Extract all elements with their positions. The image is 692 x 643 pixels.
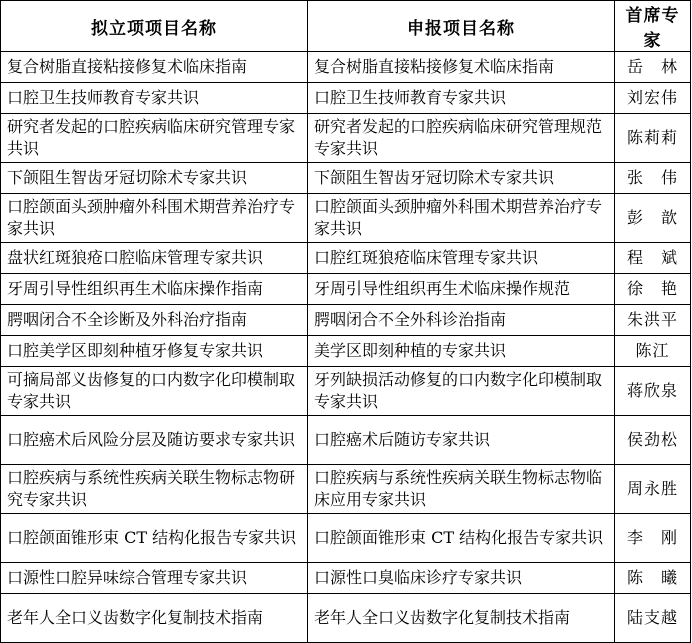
chief-expert-cell: 陈莉莉 (615, 114, 691, 163)
submitted-name-cell: 口腔卫生技师教育专家共识 (308, 83, 615, 114)
table-row (1, 114, 691, 163)
table-row (1, 83, 691, 114)
proposed-name-cell: 可摘局部义齿修复的口内数字化印模制取专家共识 (1, 367, 308, 416)
table-row (1, 163, 691, 194)
chief-expert-cell: 陈 曦 (615, 563, 691, 594)
submitted-name-cell: 腭咽闭合不全外科诊治指南 (308, 305, 615, 336)
chief-expert-cell: 周永胜 (615, 465, 691, 514)
chief-expert-cell: 刘宏伟 (615, 83, 691, 114)
submitted-name-cell: 下颌阻生智齿牙冠切除术专家共识 (308, 163, 615, 194)
chief-expert-cell: 朱洪平 (615, 305, 691, 336)
proposed-name-cell: 口腔卫生技师教育专家共识 (1, 83, 308, 114)
table-row (1, 243, 691, 274)
proposed-name-cell: 腭咽闭合不全诊断及外科治疗指南 (1, 305, 308, 336)
proposed-name-cell: 牙周引导性组织再生术临床操作指南 (1, 274, 308, 305)
submitted-name-cell: 口腔颌面头颈肿瘤外科围术期营养治疗专家共识 (308, 194, 615, 243)
header-submitted-name: 申报项目名称 (308, 1, 615, 52)
chief-expert-cell: 陈江 (615, 336, 691, 367)
submitted-name-cell: 口腔颌面锥形束 CT 结构化报告专家共识 (308, 514, 615, 563)
submitted-name-cell: 牙周引导性组织再生术临床操作规范 (308, 274, 615, 305)
submitted-name-cell: 老年人全口义齿数字化复制技术指南 (308, 594, 615, 643)
header-chief-expert: 首席专家 (615, 1, 691, 52)
table-row (1, 514, 691, 563)
submitted-name-cell: 美学区即刻种植的专家共识 (308, 336, 615, 367)
proposed-name-cell: 口腔癌术后风险分层及随访要求专家共识 (1, 416, 308, 465)
table-row (1, 194, 691, 243)
submitted-name-cell: 口腔红斑狼疮临床管理专家共识 (308, 243, 615, 274)
proposed-name-cell: 老年人全口义齿数字化复制技术指南 (1, 594, 308, 643)
table-row (1, 594, 691, 643)
proposed-name-cell: 盘状红斑狼疮口腔临床管理专家共识 (1, 243, 308, 274)
chief-expert-cell: 岳 林 (615, 52, 691, 83)
submitted-name-cell: 口腔癌术后随访专家共识 (308, 416, 615, 465)
chief-expert-cell: 张 伟 (615, 163, 691, 194)
proposed-name-cell: 口腔美学区即刻种植牙修复专家共识 (1, 336, 308, 367)
chief-expert-cell: 彭 歆 (615, 194, 691, 243)
header-proposed-name: 拟立项项目名称 (1, 1, 308, 52)
proposed-name-cell: 口腔疾病与系统性疾病关联生物标志物研究专家共识 (1, 465, 308, 514)
submitted-name-cell: 牙列缺损活动修复的口内数字化印模制取专家共识 (308, 367, 615, 416)
table-row (1, 465, 691, 514)
table-row (1, 305, 691, 336)
proposed-name-cell: 口源性口腔异味综合管理专家共识 (1, 563, 308, 594)
submitted-name-cell: 口腔疾病与系统性疾病关联生物标志物临床应用专家共识 (308, 465, 615, 514)
chief-expert-cell: 李 刚 (615, 514, 691, 563)
table-row (1, 274, 691, 305)
submitted-name-cell: 口源性口臭临床诊疗专家共识 (308, 563, 615, 594)
table-row (1, 563, 691, 594)
proposed-name-cell: 口腔颌面头颈肿瘤外科围术期营养治疗专家共识 (1, 194, 308, 243)
chief-expert-cell: 徐 艳 (615, 274, 691, 305)
chief-expert-cell: 侯劲松 (615, 416, 691, 465)
submitted-name-cell: 研究者发起的口腔疾病临床研究管理规范专家共识 (308, 114, 615, 163)
table-row (1, 52, 691, 83)
table-row (1, 336, 691, 367)
table-row (1, 367, 691, 416)
proposed-name-cell: 复合树脂直接粘接修复术临床指南 (1, 52, 308, 83)
chief-expert-cell: 程 斌 (615, 243, 691, 274)
submitted-name-cell: 复合树脂直接粘接修复术临床指南 (308, 52, 615, 83)
proposed-name-cell: 研究者发起的口腔疾病临床研究管理专家共识 (1, 114, 308, 163)
table-row (1, 416, 691, 465)
chief-expert-cell: 蒋欣泉 (615, 367, 691, 416)
header-row (1, 1, 691, 52)
chief-expert-cell: 陆支越 (615, 594, 691, 643)
proposed-name-cell: 口腔颌面锥形束 CT 结构化报告专家共识 (1, 514, 308, 563)
proposed-name-cell: 下颌阻生智齿牙冠切除术专家共识 (1, 163, 308, 194)
